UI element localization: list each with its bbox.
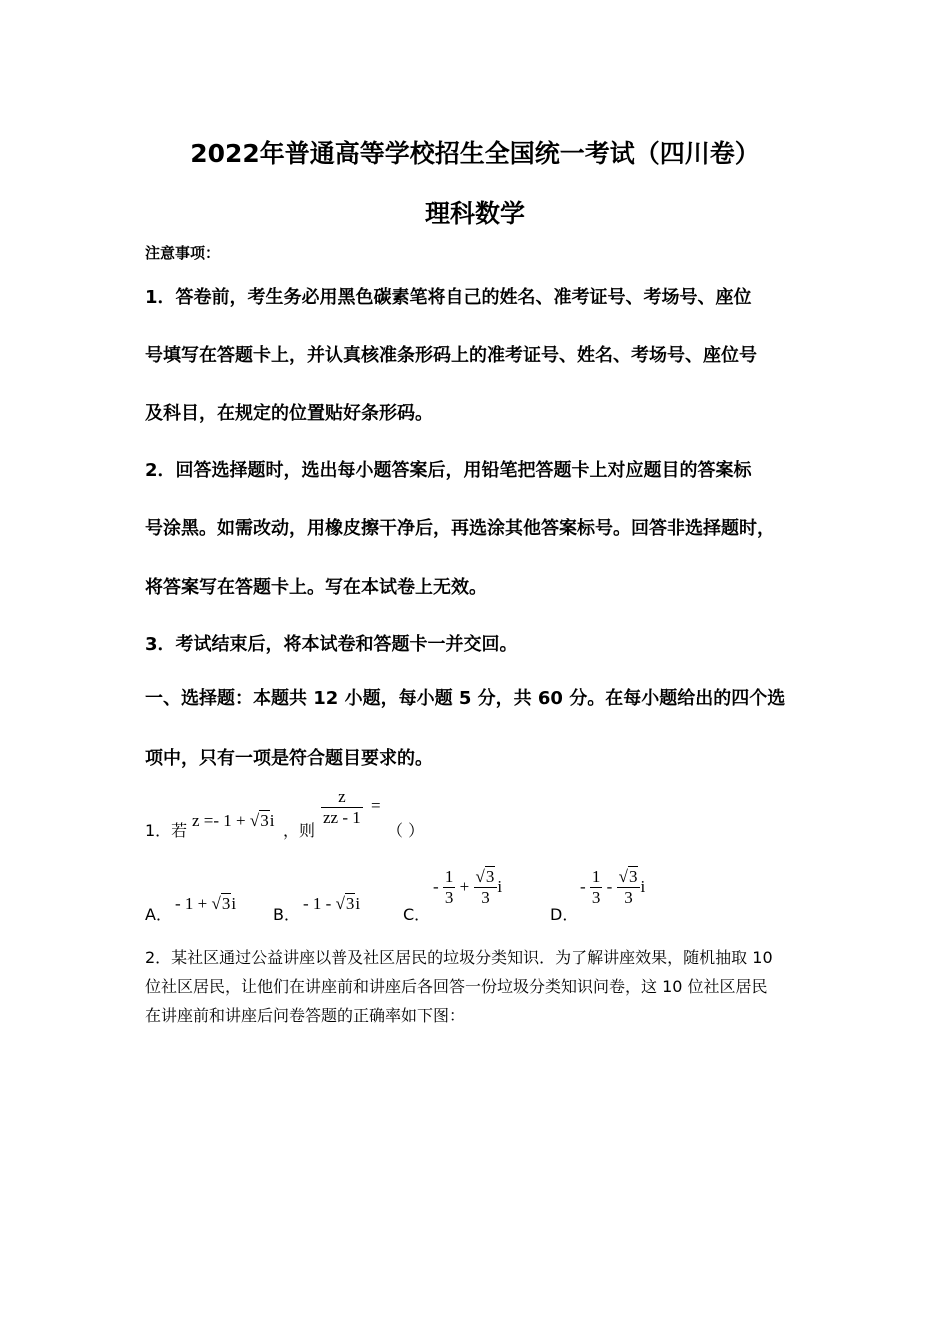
q1-z-expr-text: z =- 1 + (192, 811, 250, 830)
notice-line: 将答案写在答题卡上。写在本试卷上无效。 (145, 577, 487, 598)
notice-line: 号填写在答题卡上，并认真核准条形码上的准考证号、姓名、考场号、座位号 (145, 345, 757, 366)
option-d-value (580, 868, 645, 908)
opt-b-imag: i (355, 894, 361, 913)
fraction-numerator (617, 868, 641, 887)
option-b-value (303, 894, 360, 914)
notice-line: 号涂黑。如需改动，用橡皮擦干净后，再选涂其他答案标号。回答非选择题时， (145, 518, 775, 539)
fraction (321, 788, 363, 828)
opt-d-sign: - (580, 876, 590, 896)
opt-c-radicand: 3 (485, 867, 495, 886)
fraction-denominator: 3 (474, 887, 498, 908)
opt-d-radicand: 3 (628, 867, 638, 886)
den-minus-one: - 1 (338, 807, 361, 827)
opt-b-text: - 1 - (303, 894, 336, 913)
notice-line: 3．考试结束后，将本试卷和答题卡一并交回。 (145, 634, 518, 655)
sqrt-symbol: √3 (618, 867, 638, 886)
fraction-numerator (474, 868, 498, 887)
fraction-numerator: 1 (591, 867, 601, 886)
opt-d-imag: i (640, 876, 646, 896)
question-1-options (145, 868, 705, 924)
fraction (474, 868, 498, 908)
fraction (443, 868, 456, 908)
page-subtitle: 理科数学 (424, 199, 525, 228)
fraction-denominator (321, 807, 363, 828)
page-title: 2022年普通高等学校招生全国统一考试（四川卷） (190, 139, 760, 168)
section-heading: 项中，只有一项是符合题目要求的。 (145, 748, 433, 769)
opt-c-imag: i (497, 876, 503, 896)
question-2-line: 在讲座前和讲座后问卷答题的正确率如下图： (145, 1006, 466, 1025)
option-c-value (433, 868, 502, 908)
den-z-conjugate: $\overline{z}$ (330, 807, 339, 827)
q1-equals: = (371, 796, 381, 815)
opt-c-operator: + (455, 876, 474, 896)
notice-line: 2．回答选择题时，选出每小题答案后，用铅笔把答题卡上对应题目的答案标 (145, 460, 752, 481)
option-b-label: B． (273, 905, 300, 924)
option-c-label: C． (403, 905, 431, 924)
sqrt-symbol: √3 (249, 811, 269, 830)
opt-a-text: - 1 + (175, 894, 212, 913)
option-a-value (175, 894, 236, 914)
notice-heading: 注意事项： (145, 244, 221, 262)
sqrt-symbol: √3 (475, 867, 495, 886)
q1-z-radicand: 3 (260, 811, 269, 830)
notice-line: 及科目，在规定的位置贴好条形码。 (145, 403, 433, 424)
q1-z-expression (192, 811, 274, 831)
den-z: z (323, 807, 331, 827)
opt-a-radicand: 3 (221, 894, 231, 913)
q1-prefix: 1．若 (145, 821, 188, 840)
q1-answer-paren: （ ） (387, 821, 425, 840)
question-2-line: 位社区居民，让他们在讲座前和讲座后各回答一份垃圾分类知识问卷，这 10 位社区居民 (145, 977, 768, 996)
sqrt-symbol: √3 (335, 894, 355, 913)
opt-c-sign: - (433, 876, 443, 896)
option-a-label: A． (145, 905, 172, 924)
fraction-denominator: 3 (444, 887, 454, 907)
fraction-numerator: z (338, 787, 346, 806)
opt-a-imag: i (231, 894, 237, 913)
q1-mid: ，则 (283, 821, 316, 840)
section-heading: 一、选择题：本题共 12 小题，每小题 5 分，共 60 分。在每小题给出的四个选 (145, 688, 786, 709)
option-d-label: D． (550, 905, 579, 924)
opt-b-radicand: 3 (345, 894, 355, 913)
opt-d-operator: - (602, 876, 617, 896)
q1-z-imag: i (269, 811, 275, 830)
q1-fraction (321, 788, 363, 828)
question-2-line: 2．某社区通过公益讲座以普及社区居民的垃圾分类知识．为了解讲座效果，随机抽取 10 (145, 948, 773, 967)
sqrt-symbol: √3 (211, 894, 231, 913)
fraction-numerator: 1 (444, 867, 454, 886)
fraction (590, 868, 603, 908)
fraction (617, 868, 641, 908)
fraction-denominator: 3 (617, 887, 641, 908)
fraction-denominator: 3 (591, 887, 601, 907)
notice-line: 1．答卷前，考生务必用黑色碳素笔将自己的姓名、准考证号、考场号、座位 (145, 287, 752, 308)
